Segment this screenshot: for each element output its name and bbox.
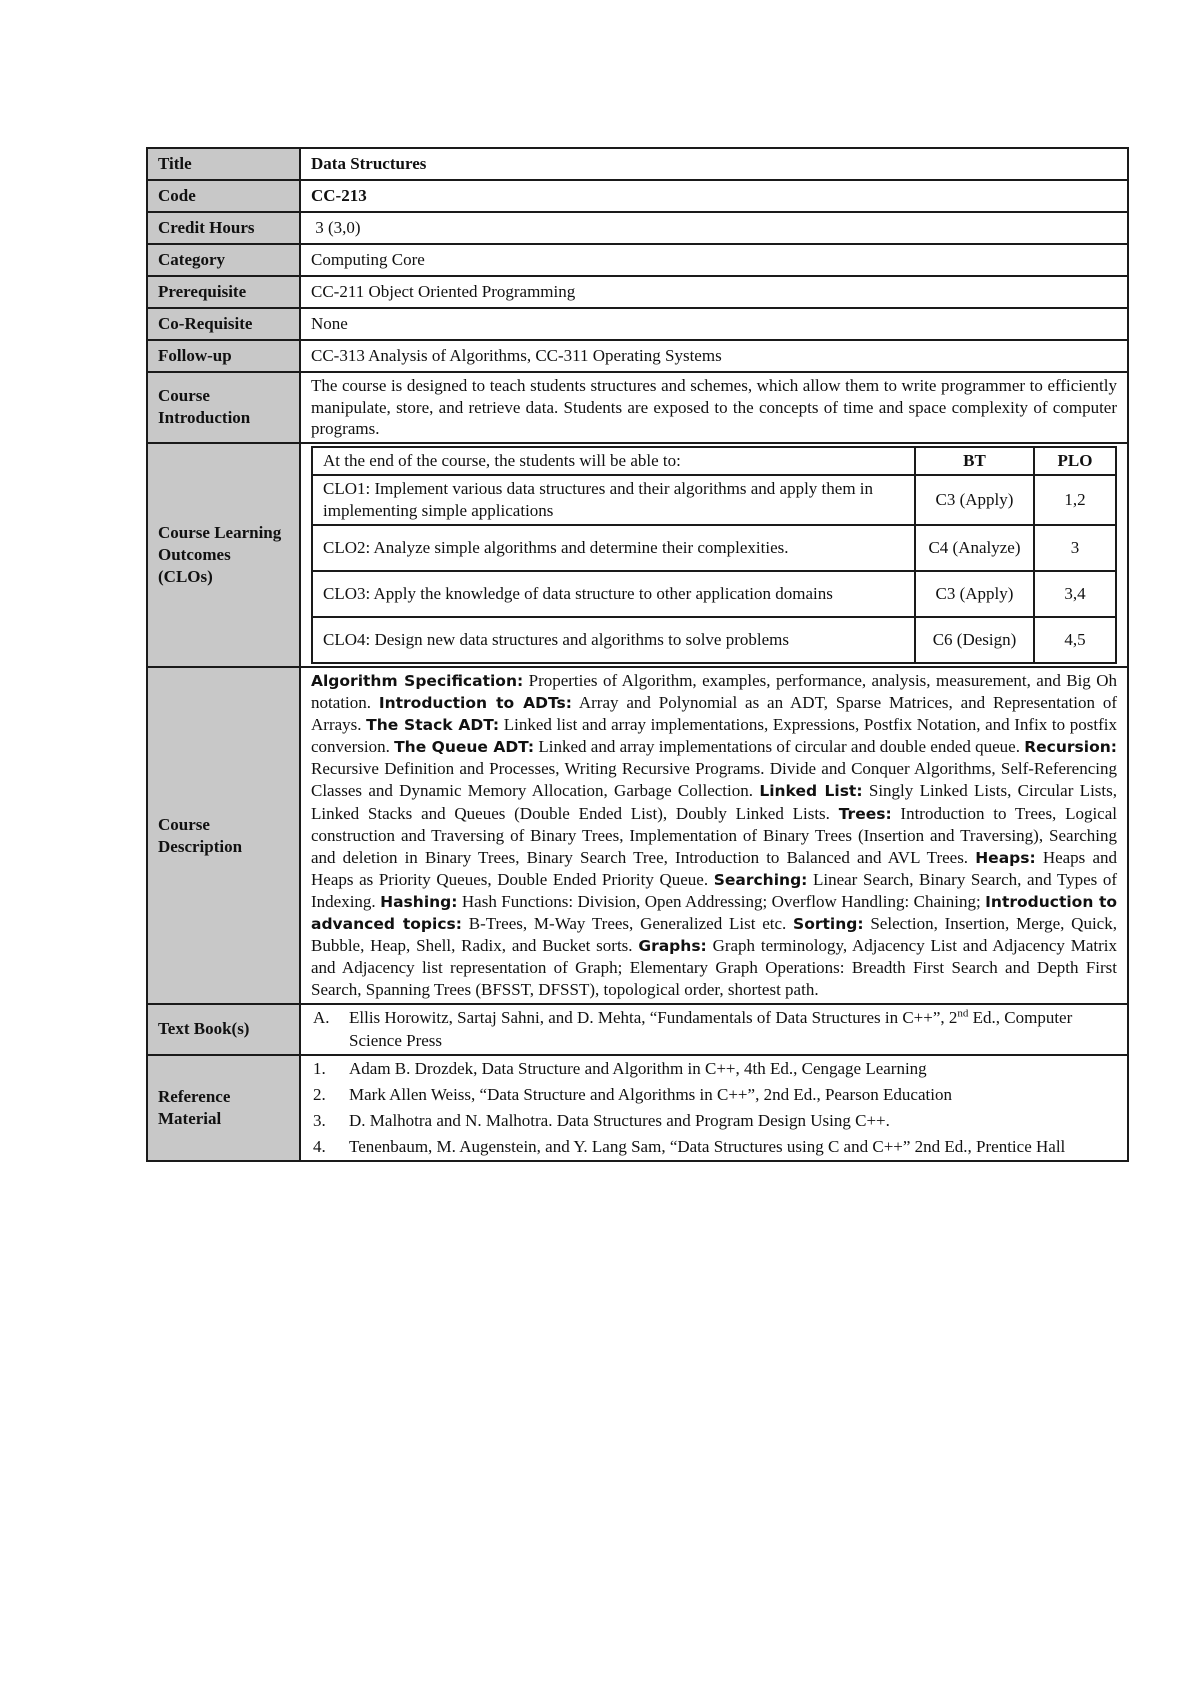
clos-header [312,447,1116,475]
clo-plo: 3,4 [1034,571,1116,617]
topic-text: B-Trees, M-Way Trees, Generalized List etc. [461,914,794,934]
category-row [147,244,1128,276]
clo-text: CLO1: Implement various data structures and their algorithms and apply them in implementing simple applications [312,475,915,525]
clo-row [312,571,1116,617]
clo-bt: C3 (Apply) [915,571,1034,617]
category-label: Category [147,244,300,276]
clo-bt: C4 (Analyze) [915,525,1034,571]
clos-row [147,443,1128,667]
list-number: 2. [313,1084,326,1104]
list-item [311,1110,1117,1132]
topic-heading: Sorting: [793,915,864,934]
description-row [147,667,1128,1004]
corequisite-label: Co-Requisite [147,308,300,340]
category-value: Computing Core [300,244,1128,276]
prerequisite-row [147,276,1128,308]
code-label: Code [147,180,300,212]
introduction-row [147,372,1128,443]
list-item [311,1136,1117,1158]
prerequisite-value: CC-211 Object Oriented Programming [300,276,1128,308]
corequisite-value: None [300,308,1128,340]
clos-cell [300,443,1128,667]
bt-header: BT [915,447,1034,475]
references-row [147,1055,1128,1161]
topic-heading: Graphs: [638,937,707,956]
clo-row [312,525,1116,571]
clo-text: CLO3: Apply the knowledge of data structure to other application domains [312,571,915,617]
followup-row [147,340,1128,372]
corequisite-row [147,308,1128,340]
topic-text: Linked and array implementations of circular and double ended queue. [534,737,1025,757]
topic-heading: Trees: [838,804,892,823]
list-number: 4. [313,1136,326,1156]
clos-intro: At the end of the course, the students will be able to: [312,447,915,475]
list-item [311,1058,1117,1080]
list-number: 1. [313,1058,326,1078]
list-text: Mark Allen Weiss, “Data Structure and Algorithms in C++”, 2nd Ed., Pearson Education [349,1084,952,1104]
textbooks-list [300,1004,1128,1054]
list-text: D. Malhotra and N. Malhotra. Data Structures and Program Design Using C++. [349,1110,890,1130]
topic-text: Linear Search, Binary Search, and Types of Indexing. [311,869,1118,911]
topic-heading: Searching: [713,870,808,889]
topic-text: Heaps and Heaps as Priority Queues, Double Ended Priority Queue. [311,847,1117,889]
clos-table [311,446,1117,664]
topic-text: Properties of Algorithm, examples, performance, analysis, measurement, and Big Oh notation. [311,671,1117,713]
list-text: Tenenbaum, M. Augenstein, and Y. Lang Sam, “Data Structures using C and C++” 2nd Ed., Prentice Hall [349,1136,1066,1156]
topic-heading: Introduction to ADTs: [378,694,572,713]
course-outline-table [146,147,1129,1162]
list-number: A. [313,1008,330,1028]
description-text [300,667,1128,1004]
references-label: Reference Material [147,1055,300,1161]
credit-hours-label: Credit Hours [147,212,300,244]
description-label: Course Description [147,667,300,1004]
credit-hours-row [147,212,1128,244]
introduction-text: The course is designed to teach students structures and schemes, which allow them to write programmer to efficiently manipulate, store, and retrieve data. Students are exposed to the concepts of time and space complexity of computer programs. [300,372,1128,443]
topic-text: Hash Functions: Division, Open Addressing; Overflow Handling: Chaining; [457,891,986,911]
clo-bt: C6 (Design) [915,617,1034,663]
topic-heading: Algorithm Specification: [311,672,524,691]
textbooks-label: Text Book(s) [147,1004,300,1054]
edition-superscript: nd [957,1007,969,1020]
followup-label: Follow-up [147,340,300,372]
course-code: CC-213 [300,180,1128,212]
list-text: Adam B. Drozdek, Data Structure and Algorithm in C++, 4th Ed., Cengage Learning [349,1058,927,1078]
prerequisite-label: Prerequisite [147,276,300,308]
clo-text: CLO2: Analyze simple algorithms and determine their complexities. [312,525,915,571]
topic-heading: The Stack ADT: [366,716,500,735]
topic-text: Graph terminology, Adjacency List and Adjacency Matrix and Adjacency list representation of Graph; Elementary Graph Operations: Breadth First Search and Depth First Search, Spanning Trees (BFSST, DFSST), topological order, shortest path. [311,936,1117,1000]
numbered-list [311,1058,1117,1158]
clo-bt: C3 (Apply) [915,475,1034,525]
list-number: 3. [313,1110,326,1130]
title-row [147,148,1128,180]
references-list [300,1055,1128,1161]
numbered-list [311,1007,1117,1051]
plo-header: PLO [1034,447,1116,475]
topic-text: Recursive Definition and Processes, Writing Recursive Programs. Divide and Conquer Algorithms, Self-Referencing Classes and Dynamic Memory Allocation, Garbage Collection. [311,759,1117,801]
code-row [147,180,1128,212]
clo-row [312,475,1116,525]
topic-text: Introduction to Trees, Logical construction and Traversing of Binary Trees, Implementation of Binary Trees (Insertion and Traversing), Searching and deletion in Binary Trees, Binary Search Tree, Introduction to Balanced and AVL Trees. [311,803,1117,867]
list-text: Ellis Horowitz, Sartaj Sahni, and D. Mehta, “Fundamentals of Data Structures in C++”, 2nd Ed., Computer Science Press [349,1007,1073,1050]
topic-text: Array and Polynomial as an ADT, Sparse Matrices, and Representation of Arrays. [311,693,1117,735]
topic-text: Linked list and array implementations, Expressions, Postfix Notation, and Infix to postfix conversion. [311,715,1117,757]
topic-heading: Linked List: [759,782,863,801]
topic-text: Selection, Insertion, Merge, Quick, Bubble, Heap, Shell, Radix, and Bucket sorts. [311,914,1117,956]
topic-heading: Introduction to advanced topics: [311,892,1118,934]
clo-plo: 1,2 [1034,475,1116,525]
title-label: Title [147,148,300,180]
credit-hours-value: 3 (3,0) [300,212,1128,244]
textbooks-row [147,1004,1128,1054]
topic-text: Singly Linked Lists, Circular Lists, Linked Stacks and Queues (Double Ended List), Doubly Linked Lists. [311,781,1117,823]
course-title: Data Structures [300,148,1128,180]
clo-text: CLO4: Design new data structures and algorithms to solve problems [312,617,915,663]
clo-plo: 3 [1034,525,1116,571]
list-item [311,1084,1117,1106]
followup-value: CC-313 Analysis of Algorithms, CC-311 Operating Systems [300,340,1128,372]
topic-heading: Hashing: [380,892,458,911]
list-item [311,1007,1117,1051]
introduction-label: Course Introduction [147,372,300,443]
topic-heading: The Queue ADT: [394,738,535,757]
topic-heading: Heaps: [975,848,1036,867]
clo-row [312,617,1116,663]
clos-label: Course Learning Outcomes (CLOs) [147,443,300,667]
topic-heading: Recursion: [1024,738,1117,757]
clo-plo: 4,5 [1034,617,1116,663]
